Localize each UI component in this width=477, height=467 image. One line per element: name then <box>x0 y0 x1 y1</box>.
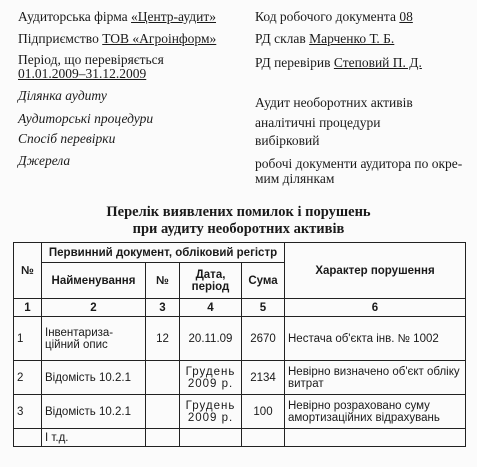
colnum-5: 5 <box>242 299 285 317</box>
row-no <box>14 429 42 447</box>
row-date: Грудень 2009 р. <box>180 361 242 395</box>
checked-line <box>255 55 422 70</box>
row-no: 1 <box>14 317 42 361</box>
table-row <box>14 395 466 429</box>
colnum-4: 4 <box>180 299 242 317</box>
row-no: 3 <box>14 395 42 429</box>
header-sum: Сума <box>242 263 285 299</box>
row-violation: Невірно визначено об'єкт обліку витрат <box>285 361 466 395</box>
code-value: 08 <box>399 9 413 24</box>
composed-value: Марченко Т. Б. <box>309 31 395 46</box>
violations-table <box>13 242 466 447</box>
colnum-6: 6 <box>285 299 466 317</box>
enterprise-label: Підприємство <box>18 31 99 46</box>
row-date: 20.11.09 <box>180 317 242 361</box>
table-header-row-1 <box>14 243 466 263</box>
procedures-value: аналітичні процедури <box>255 115 381 130</box>
row-sum: 2670 <box>242 317 285 361</box>
code-line <box>255 9 413 24</box>
row-name: Відомість 10.2.1 <box>42 361 146 395</box>
table-row <box>14 317 466 361</box>
row-name: І т.д. <box>42 429 146 447</box>
row-sum <box>242 429 285 447</box>
row-num: 12 <box>146 317 180 361</box>
sources-value-line2: мим ділянкам <box>255 171 335 186</box>
method-label: Спосіб перевірки <box>18 131 116 146</box>
row-name: Відомість 10.2.1 <box>42 395 146 429</box>
area-value: Аудит необоротних активів <box>255 95 413 110</box>
row-violation: Невірно розраховано суму амортизаційних відрахувань <box>285 395 466 429</box>
header-primary-document: Первинний документ, обліковий регістр <box>42 243 285 263</box>
enterprise-line <box>18 31 216 46</box>
procedures-label: Аудиторські процедури <box>18 111 154 126</box>
colnum-1: 1 <box>14 299 42 317</box>
composed-line <box>255 31 394 46</box>
firm-value: «Центр-аудит» <box>131 9 217 24</box>
row-violation <box>285 429 466 447</box>
table-title-line2: при аудиту необоротних активів <box>132 221 345 237</box>
composed-label: РД склав <box>255 31 306 46</box>
colnum-3: 3 <box>146 299 180 317</box>
checked-label: РД перевірив <box>255 55 331 70</box>
row-sum: 2134 <box>242 361 285 395</box>
period-label: Період, що перевіряється <box>18 52 164 67</box>
row-no: 2 <box>14 361 42 395</box>
row-num <box>146 429 180 447</box>
sources-label: Джерела <box>18 153 71 168</box>
firm-label: Аудиторська фірма <box>18 9 128 24</box>
checked-value: Степовий П. Д. <box>333 55 422 70</box>
table-title-line1: Перелік виявлених помилок і порушень <box>106 204 371 220</box>
colnum-2: 2 <box>42 299 146 317</box>
firm-line <box>18 9 216 24</box>
row-name: Інвентариза-ційний опис <box>42 317 146 361</box>
row-violation: Нестача об'єкта інв. № 1002 <box>285 317 466 361</box>
row-date: Грудень 2009 р. <box>180 395 242 429</box>
table-row <box>14 429 466 447</box>
row-date <box>180 429 242 447</box>
method-value: вибірковий <box>255 133 320 148</box>
sources-value-line1: робочі документи аудитора по окре- <box>255 156 463 171</box>
row-num <box>146 395 180 429</box>
code-label: Код робочого документа <box>255 9 396 24</box>
header-violation: Характер порушення <box>285 243 466 299</box>
header-date: Дата, період <box>180 263 242 299</box>
header-name: Найменування <box>42 263 146 299</box>
enterprise-value: ТОВ «Агроінформ» <box>102 31 217 46</box>
period-value: 01.01.2009–31.12.2009 <box>18 66 147 81</box>
header-no: № <box>14 243 42 299</box>
table-row <box>14 361 466 395</box>
row-sum: 100 <box>242 395 285 429</box>
area-label: Ділянка аудиту <box>18 88 107 103</box>
column-number-row <box>14 299 466 317</box>
row-num <box>146 361 180 395</box>
header-num: № <box>146 263 180 299</box>
